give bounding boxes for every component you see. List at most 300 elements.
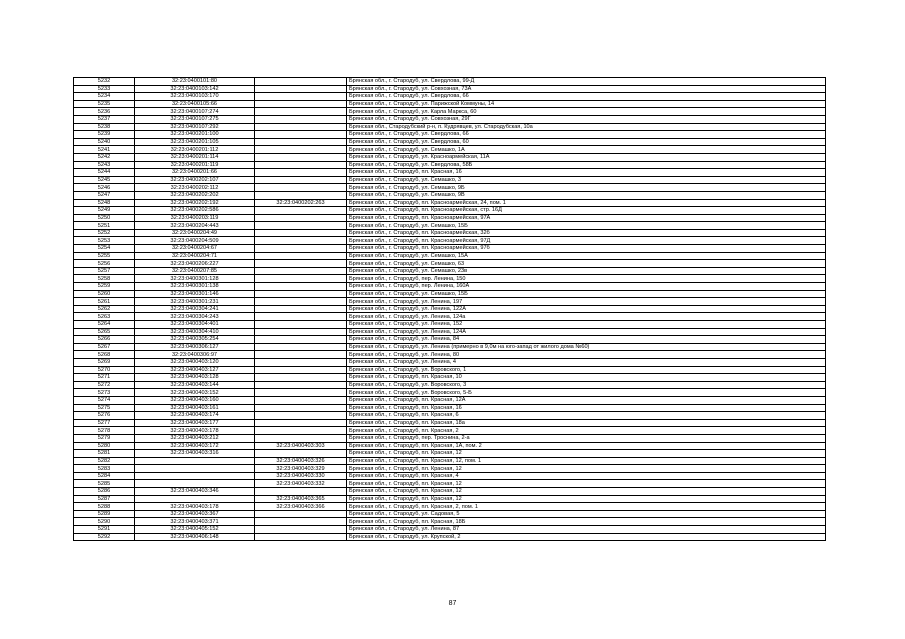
address-cell: Брянская обл., г. Стародуб, ул. Ленина, 87 xyxy=(347,526,826,534)
row-number-cell: 5256 xyxy=(74,260,135,268)
row-number-cell: 5246 xyxy=(74,184,135,192)
linked-cadastral-number-cell xyxy=(255,313,347,321)
linked-cadastral-number-cell xyxy=(255,283,347,291)
address-cell: Брянская обл., г. Стародуб, ул. Ленина, 4 xyxy=(347,358,826,366)
address-cell: Брянская обл., г. Стародуб, ул. Семашко, 63 xyxy=(347,260,826,268)
address-cell: Брянская обл., г. Стародуб, ул. Воровского, 1 xyxy=(347,366,826,374)
cadastral-number-cell xyxy=(135,472,255,480)
address-cell: Брянская обл., г. Стародуб, пл. Красноармейская, 97Д xyxy=(347,237,826,245)
row-number-cell: 5270 xyxy=(74,366,135,374)
table-row xyxy=(74,450,826,458)
table-row xyxy=(74,199,826,207)
cadastral-number-cell: 32:23:0400204:71 xyxy=(135,252,255,260)
table-row xyxy=(74,526,826,534)
row-number-cell: 5267 xyxy=(74,343,135,351)
cadastral-number-cell: 32:23:0400403:371 xyxy=(135,518,255,526)
row-number-cell: 5252 xyxy=(74,229,135,237)
row-number-cell: 5282 xyxy=(74,457,135,465)
register-table-body xyxy=(74,78,826,541)
table-row xyxy=(74,472,826,480)
row-number-cell: 5250 xyxy=(74,214,135,222)
row-number-cell: 5289 xyxy=(74,510,135,518)
row-number-cell: 5243 xyxy=(74,161,135,169)
row-number-cell: 5280 xyxy=(74,442,135,450)
cadastral-number-cell: 32:23:0400304:410 xyxy=(135,328,255,336)
linked-cadastral-number-cell xyxy=(255,305,347,313)
cadastral-number-cell: 32:23:0400304:243 xyxy=(135,313,255,321)
cadastral-number-cell xyxy=(135,465,255,473)
address-cell: Брянская обл., г. Стародуб, ул. Семашко, 15Б xyxy=(347,290,826,298)
table-row xyxy=(74,465,826,473)
address-cell: Брянская обл., г. Стародуб, ул. Свердлова, 66 xyxy=(347,93,826,101)
address-cell: Брянская обл., г. Стародуб, пл. Красная, 1А, пом. 2 xyxy=(347,442,826,450)
row-number-cell: 5285 xyxy=(74,480,135,488)
cadastral-number-cell: 32:23:0400403:174 xyxy=(135,412,255,420)
cadastral-number-cell: 32:23:0400204:67 xyxy=(135,245,255,253)
cadastral-number-cell: 32:23:0400403:212 xyxy=(135,434,255,442)
table-row xyxy=(74,85,826,93)
linked-cadastral-number-cell xyxy=(255,78,347,86)
table-row xyxy=(74,146,826,154)
address-cell: Брянская обл., г. Стародуб, пер. Ленина, 150 xyxy=(347,275,826,283)
row-number-cell: 5233 xyxy=(74,85,135,93)
cadastral-number-cell: 32:23:0400403:161 xyxy=(135,404,255,412)
row-number-cell: 5244 xyxy=(74,169,135,177)
table-row xyxy=(74,328,826,336)
address-cell: Брянская обл., г. Стародуб, ул. Парижской Коммуны, 14 xyxy=(347,100,826,108)
address-cell: Брянская обл., г. Стародуб, ул. Семашко, 15Б xyxy=(347,222,826,230)
cadastral-number-cell: 32:23:0400301:128 xyxy=(135,275,255,283)
row-number-cell: 5251 xyxy=(74,222,135,230)
address-cell: Брянская обл., г. Стародуб, ул. Совхозная, 73А xyxy=(347,85,826,93)
address-cell: Брянская обл., г. Стародуб, ул. Воровского, 3 xyxy=(347,381,826,389)
cadastral-number-cell: 32:23:0400204:509 xyxy=(135,237,255,245)
linked-cadastral-number-cell xyxy=(255,93,347,101)
table-row xyxy=(74,267,826,275)
linked-cadastral-number-cell xyxy=(255,222,347,230)
address-cell: Брянская обл., г. Стародуб, пл. Красная, 6 xyxy=(347,412,826,420)
table-row xyxy=(74,495,826,503)
address-cell: Брянская обл., г. Стародуб, пл. Красноармейская, стр. 16Д xyxy=(347,207,826,215)
address-cell: Брянская обл., г. Стародуб, пл. Красная, 4 xyxy=(347,472,826,480)
cadastral-number-cell: 32:23:0400306:127 xyxy=(135,343,255,351)
linked-cadastral-number-cell: 32:23:0400202:263 xyxy=(255,199,347,207)
table-row xyxy=(74,176,826,184)
table-row xyxy=(74,533,826,541)
table-row xyxy=(74,161,826,169)
cadastral-number-cell: 32:23:0400403:316 xyxy=(135,450,255,458)
cadastral-number-cell: 32:23:0400105:66 xyxy=(135,100,255,108)
row-number-cell: 5279 xyxy=(74,434,135,442)
row-number-cell: 5264 xyxy=(74,321,135,329)
linked-cadastral-number-cell xyxy=(255,252,347,260)
linked-cadastral-number-cell xyxy=(255,146,347,154)
address-cell: Брянская обл., г. Стародуб, ул. Крупской, 2 xyxy=(347,533,826,541)
linked-cadastral-number-cell xyxy=(255,321,347,329)
cadastral-number-cell: 32:23:0400301:146 xyxy=(135,290,255,298)
address-cell: Брянская обл., г. Стародуб, ул. Воровского, 5-Б xyxy=(347,389,826,397)
table-row xyxy=(74,480,826,488)
table-row xyxy=(74,214,826,222)
linked-cadastral-number-cell: 32:23:0400403:326 xyxy=(255,457,347,465)
address-cell: Брянская обл., г. Стародуб, пер. Троснина, 2-а xyxy=(347,434,826,442)
cadastral-number-cell: 32:23:0400107:275 xyxy=(135,115,255,123)
row-number-cell: 5234 xyxy=(74,93,135,101)
row-number-cell: 5278 xyxy=(74,427,135,435)
table-row xyxy=(74,488,826,496)
cadastral-number-cell: 32:23:0400403:178 xyxy=(135,427,255,435)
address-cell: Брянская обл., г. Стародуб, пл. Красная, 12 xyxy=(347,465,826,473)
row-number-cell: 5268 xyxy=(74,351,135,359)
address-cell: Брянская обл., г. Стародуб, пл. Красная, 12А xyxy=(347,396,826,404)
linked-cadastral-number-cell: 32:23:0400403:329 xyxy=(255,465,347,473)
address-cell: Брянская обл., г. Стародуб, ул. Семашко, 23в xyxy=(347,267,826,275)
cadastral-number-cell: 32:23:0400201:119 xyxy=(135,161,255,169)
cadastral-number-cell: 32:23:0400204:49 xyxy=(135,229,255,237)
linked-cadastral-number-cell xyxy=(255,229,347,237)
linked-cadastral-number-cell xyxy=(255,275,347,283)
cadastral-number-cell: 32:23:0400201:114 xyxy=(135,153,255,161)
cadastral-number-cell: 32:23:0400403:367 xyxy=(135,510,255,518)
linked-cadastral-number-cell xyxy=(255,412,347,420)
cadastral-number-cell: 32:23:0400202:107 xyxy=(135,176,255,184)
table-row xyxy=(74,427,826,435)
table-row xyxy=(74,283,826,291)
linked-cadastral-number-cell xyxy=(255,153,347,161)
row-number-cell: 5271 xyxy=(74,374,135,382)
row-number-cell: 5248 xyxy=(74,199,135,207)
linked-cadastral-number-cell xyxy=(255,351,347,359)
row-number-cell: 5287 xyxy=(74,495,135,503)
table-row xyxy=(74,191,826,199)
table-row xyxy=(74,290,826,298)
table-row xyxy=(74,358,826,366)
row-number-cell: 5266 xyxy=(74,336,135,344)
cadastral-number-cell: 32:23:0400403:152 xyxy=(135,389,255,397)
linked-cadastral-number-cell xyxy=(255,419,347,427)
row-number-cell: 5277 xyxy=(74,419,135,427)
row-number-cell: 5249 xyxy=(74,207,135,215)
cadastral-number-cell: 32:23:0400203:119 xyxy=(135,214,255,222)
row-number-cell: 5260 xyxy=(74,290,135,298)
address-cell: Брянская обл., г. Стародуб, пл. Красная, 10 xyxy=(347,374,826,382)
cadastral-number-cell: 32:23:0400301:231 xyxy=(135,298,255,306)
address-cell: Брянская обл., г. Стародуб, ул. Свердлова, 99-Д xyxy=(347,78,826,86)
row-number-cell: 5259 xyxy=(74,283,135,291)
row-number-cell: 5261 xyxy=(74,298,135,306)
address-cell: Брянская обл., г. Стародуб, пл. Красная, 16 xyxy=(347,404,826,412)
table-row xyxy=(74,252,826,260)
address-cell: Брянская обл., г. Стародуб, ул. Семашко, 9Б xyxy=(347,184,826,192)
address-cell: Брянская обл., г. Стародуб, ул. Совхозная, 29Г xyxy=(347,115,826,123)
table-row xyxy=(74,298,826,306)
table-row xyxy=(74,184,826,192)
linked-cadastral-number-cell xyxy=(255,123,347,131)
table-row xyxy=(74,153,826,161)
cadastral-number-cell: 32:23:0400403:346 xyxy=(135,488,255,496)
table-row xyxy=(74,108,826,116)
address-cell: Брянская обл., г. Стародуб, ул. Садовая, 5 xyxy=(347,510,826,518)
linked-cadastral-number-cell xyxy=(255,374,347,382)
cadastral-number-cell: 32:23:0400107:292 xyxy=(135,123,255,131)
cadastral-number-cell: 32:23:0400201:105 xyxy=(135,138,255,146)
linked-cadastral-number-cell xyxy=(255,214,347,222)
row-number-cell: 5247 xyxy=(74,191,135,199)
linked-cadastral-number-cell xyxy=(255,396,347,404)
cadastral-number-cell: 32:23:0400306:97 xyxy=(135,351,255,359)
table-row xyxy=(74,245,826,253)
row-number-cell: 5284 xyxy=(74,472,135,480)
property-register-table xyxy=(73,77,826,541)
linked-cadastral-number-cell xyxy=(255,328,347,336)
address-cell: Брянская обл., г. Стародуб, ул. Ленина, 124А xyxy=(347,328,826,336)
linked-cadastral-number-cell xyxy=(255,100,347,108)
cadastral-number-cell: 32:23:0400201:112 xyxy=(135,146,255,154)
linked-cadastral-number-cell: 32:23:0400403:330 xyxy=(255,472,347,480)
table-row xyxy=(74,237,826,245)
table-row xyxy=(74,275,826,283)
cadastral-number-cell xyxy=(135,480,255,488)
linked-cadastral-number-cell: 32:23:0400403:365 xyxy=(255,495,347,503)
row-number-cell: 5254 xyxy=(74,245,135,253)
table-row xyxy=(74,229,826,237)
table-row xyxy=(74,434,826,442)
address-cell: Брянская обл., г. Стародуб, пл. Красноармейская, 24, пом. 1 xyxy=(347,199,826,207)
row-number-cell: 5245 xyxy=(74,176,135,184)
cadastral-number-cell: 32:23:0400202:192 xyxy=(135,199,255,207)
address-cell: Брянская обл., г. Стародуб, пл. Красная, 16 xyxy=(347,169,826,177)
address-cell: Брянская обл., г. Стародуб, ул. Ленина, 124а xyxy=(347,313,826,321)
linked-cadastral-number-cell xyxy=(255,207,347,215)
cadastral-number-cell: 32:23:0400403:120 xyxy=(135,358,255,366)
cadastral-number-cell: 32:23:0400201:100 xyxy=(135,131,255,139)
linked-cadastral-number-cell xyxy=(255,131,347,139)
row-number-cell: 5275 xyxy=(74,404,135,412)
row-number-cell: 5292 xyxy=(74,533,135,541)
linked-cadastral-number-cell xyxy=(255,138,347,146)
address-cell: Брянская обл., г. Стародуб, ул. Семашко, 15А xyxy=(347,252,826,260)
address-cell: Брянская обл., г. Стародуб, пл. Красноармейская, 97А xyxy=(347,214,826,222)
linked-cadastral-number-cell xyxy=(255,161,347,169)
linked-cadastral-number-cell xyxy=(255,237,347,245)
address-cell: Брянская обл., г. Стародуб, ул. Семашко, 1А xyxy=(347,146,826,154)
cadastral-number-cell: 32:23:0400202:112 xyxy=(135,184,255,192)
cadastral-number-cell: 32:23:0400206:227 xyxy=(135,260,255,268)
table-row xyxy=(74,381,826,389)
document-page xyxy=(73,77,826,541)
row-number-cell: 5253 xyxy=(74,237,135,245)
row-number-cell: 5273 xyxy=(74,389,135,397)
address-cell: Брянская обл., г. Стародуб, ул. Свердлова, 58Б xyxy=(347,161,826,169)
cadastral-number-cell: 32:23:0400405:152 xyxy=(135,526,255,534)
table-row xyxy=(74,321,826,329)
row-number-cell: 5232 xyxy=(74,78,135,86)
linked-cadastral-number-cell xyxy=(255,191,347,199)
row-number-cell: 5276 xyxy=(74,412,135,420)
linked-cadastral-number-cell xyxy=(255,260,347,268)
row-number-cell: 5263 xyxy=(74,313,135,321)
address-cell: Брянская обл., г. Стародуб, пл. Красная, 12 xyxy=(347,488,826,496)
cadastral-number-cell: 32:23:0400403:128 xyxy=(135,374,255,382)
cadastral-number-cell: 32:23:0400403:178 xyxy=(135,503,255,511)
linked-cadastral-number-cell xyxy=(255,184,347,192)
row-number-cell: 5257 xyxy=(74,267,135,275)
page-number: 87 xyxy=(448,600,457,607)
cadastral-number-cell xyxy=(135,495,255,503)
linked-cadastral-number-cell xyxy=(255,343,347,351)
row-number-cell: 5283 xyxy=(74,465,135,473)
linked-cadastral-number-cell: 32:23:0400403:303 xyxy=(255,442,347,450)
address-cell: Брянская обл., г. Стародуб, ул. Ленина, 122А xyxy=(347,305,826,313)
row-number-cell: 5262 xyxy=(74,305,135,313)
row-number-cell: 5291 xyxy=(74,526,135,534)
table-row xyxy=(74,260,826,268)
address-cell: Брянская обл., г. Стародуб, ул. Ленина, 84 xyxy=(347,336,826,344)
address-cell: Брянская обл., г. Стародуб, пл. Красная, 12 xyxy=(347,495,826,503)
cadastral-number-cell: 32:23:0400304:401 xyxy=(135,321,255,329)
linked-cadastral-number-cell xyxy=(255,358,347,366)
table-row xyxy=(74,412,826,420)
linked-cadastral-number-cell xyxy=(255,169,347,177)
cadastral-number-cell: 32:23:0400204:443 xyxy=(135,222,255,230)
table-row xyxy=(74,404,826,412)
linked-cadastral-number-cell xyxy=(255,526,347,534)
table-row xyxy=(74,169,826,177)
row-number-cell: 5235 xyxy=(74,100,135,108)
linked-cadastral-number-cell xyxy=(255,488,347,496)
table-row xyxy=(74,503,826,511)
row-number-cell: 5239 xyxy=(74,131,135,139)
table-row xyxy=(74,336,826,344)
table-row xyxy=(74,343,826,351)
table-row xyxy=(74,222,826,230)
address-cell: Брянская обл., г. Стародуб, пл. Красная, 18Б xyxy=(347,518,826,526)
address-cell: Брянская обл., г. Стародуб, пл. Красная, 12 xyxy=(347,450,826,458)
table-row xyxy=(74,138,826,146)
address-cell: Брянская обл., г. Стародуб, пл. Красная, 12 xyxy=(347,480,826,488)
address-cell: Брянская обл., г. Стародуб, пл. Красная, 18а xyxy=(347,419,826,427)
address-cell: Брянская обл., г. Стародуб, пл. Красноармейская, 97б xyxy=(347,245,826,253)
address-cell: Брянская обл., г. Стародуб, ул. Свердлова, 60 xyxy=(347,138,826,146)
cadastral-number-cell: 32:23:0400103:142 xyxy=(135,85,255,93)
table-row xyxy=(74,442,826,450)
table-row xyxy=(74,115,826,123)
cadastral-number-cell: 32:23:0400305:254 xyxy=(135,336,255,344)
address-cell: Брянская обл., г. Стародуб, пл. Красная, 2 xyxy=(347,427,826,435)
cadastral-number-cell: 32:23:0400406:148 xyxy=(135,533,255,541)
table-row xyxy=(74,207,826,215)
table-row xyxy=(74,351,826,359)
linked-cadastral-number-cell xyxy=(255,176,347,184)
linked-cadastral-number-cell: 32:23:0400403:332 xyxy=(255,480,347,488)
table-row xyxy=(74,305,826,313)
table-row xyxy=(74,123,826,131)
table-row xyxy=(74,518,826,526)
linked-cadastral-number-cell xyxy=(255,434,347,442)
linked-cadastral-number-cell xyxy=(255,404,347,412)
linked-cadastral-number-cell xyxy=(255,115,347,123)
row-number-cell: 5265 xyxy=(74,328,135,336)
table-row xyxy=(74,366,826,374)
address-cell: Брянская обл., г. Стародуб, ул. Ленина, 152 xyxy=(347,321,826,329)
address-cell: Брянская обл., г. Стародуб, пл. Красноармейская, 32б xyxy=(347,229,826,237)
address-cell: Брянская обл., г. Стародуб, ул. Красноармейская, 11А xyxy=(347,153,826,161)
table-row xyxy=(74,313,826,321)
linked-cadastral-number-cell: 32:23:0400403:366 xyxy=(255,503,347,511)
linked-cadastral-number-cell xyxy=(255,366,347,374)
address-cell: Брянская обл., г. Стародуб, ул. Семашко, 9В xyxy=(347,191,826,199)
table-row xyxy=(74,100,826,108)
address-cell: Брянская обл., г. Стародуб, пер. Ленина, 160А xyxy=(347,283,826,291)
row-number-cell: 5258 xyxy=(74,275,135,283)
cadastral-number-cell: 32:23:0400103:170 xyxy=(135,93,255,101)
linked-cadastral-number-cell xyxy=(255,381,347,389)
linked-cadastral-number-cell xyxy=(255,427,347,435)
cadastral-number-cell: 32:23:0400403:144 xyxy=(135,381,255,389)
address-cell: Брянская обл., г. Стародуб, пл. Красная, 12, пом. 1 xyxy=(347,457,826,465)
row-number-cell: 5274 xyxy=(74,396,135,404)
row-number-cell: 5241 xyxy=(74,146,135,154)
cadastral-number-cell: 32:23:0400202:586 xyxy=(135,207,255,215)
table-row xyxy=(74,510,826,518)
cadastral-number-cell: 32:23:0400403:172 xyxy=(135,442,255,450)
table-row xyxy=(74,419,826,427)
row-number-cell: 5288 xyxy=(74,503,135,511)
linked-cadastral-number-cell xyxy=(255,267,347,275)
address-cell: Брянская обл., г. Стародуб, ул. Карла Маркса, 60 xyxy=(347,108,826,116)
cadastral-number-cell: 32:23:0400403:177 xyxy=(135,419,255,427)
table-row xyxy=(74,78,826,86)
linked-cadastral-number-cell xyxy=(255,510,347,518)
address-cell: Брянская обл., г. Стародуб, ул. Ленина, 80 xyxy=(347,351,826,359)
address-cell: Брянская обл., г. Стародуб, ул. Свердлова, 66 xyxy=(347,131,826,139)
row-number-cell: 5281 xyxy=(74,450,135,458)
cadastral-number-cell: 32:23:0400301:138 xyxy=(135,283,255,291)
linked-cadastral-number-cell xyxy=(255,85,347,93)
address-cell: Брянская обл., г. Стародуб, ул. Ленина (примерно в 9,0м на юго-запад от жилого дома №60) xyxy=(347,343,826,351)
linked-cadastral-number-cell xyxy=(255,533,347,541)
row-number-cell: 5240 xyxy=(74,138,135,146)
address-cell: Брянская обл., Стародубский р-н, п. Кудрявцев, ул. Стародубская, 10а xyxy=(347,123,826,131)
row-number-cell: 5237 xyxy=(74,115,135,123)
linked-cadastral-number-cell xyxy=(255,518,347,526)
address-cell: Брянская обл., г. Стародуб, пл. Красная, 2, пом. 1 xyxy=(347,503,826,511)
linked-cadastral-number-cell xyxy=(255,245,347,253)
cadastral-number-cell: 32:23:0400202:202 xyxy=(135,191,255,199)
row-number-cell: 5238 xyxy=(74,123,135,131)
address-cell: Брянская обл., г. Стародуб, ул. Семашко, 3 xyxy=(347,176,826,184)
table-row xyxy=(74,389,826,397)
cadastral-number-cell: 32:23:0400201:66 xyxy=(135,169,255,177)
row-number-cell: 5290 xyxy=(74,518,135,526)
table-row xyxy=(74,131,826,139)
row-number-cell: 5236 xyxy=(74,108,135,116)
linked-cadastral-number-cell xyxy=(255,389,347,397)
linked-cadastral-number-cell xyxy=(255,298,347,306)
cadastral-number-cell: 32:23:0400107:274 xyxy=(135,108,255,116)
table-row xyxy=(74,374,826,382)
address-cell: Брянская обл., г. Стародуб, ул. Ленина, 197 xyxy=(347,298,826,306)
row-number-cell: 5269 xyxy=(74,358,135,366)
linked-cadastral-number-cell xyxy=(255,290,347,298)
cadastral-number-cell: 32:23:0400403:160 xyxy=(135,396,255,404)
cadastral-number-cell xyxy=(135,457,255,465)
cadastral-number-cell: 32:23:0400207:85 xyxy=(135,267,255,275)
table-row xyxy=(74,396,826,404)
row-number-cell: 5286 xyxy=(74,488,135,496)
cadastral-number-cell: 32:23:0400403:127 xyxy=(135,366,255,374)
row-number-cell: 5272 xyxy=(74,381,135,389)
